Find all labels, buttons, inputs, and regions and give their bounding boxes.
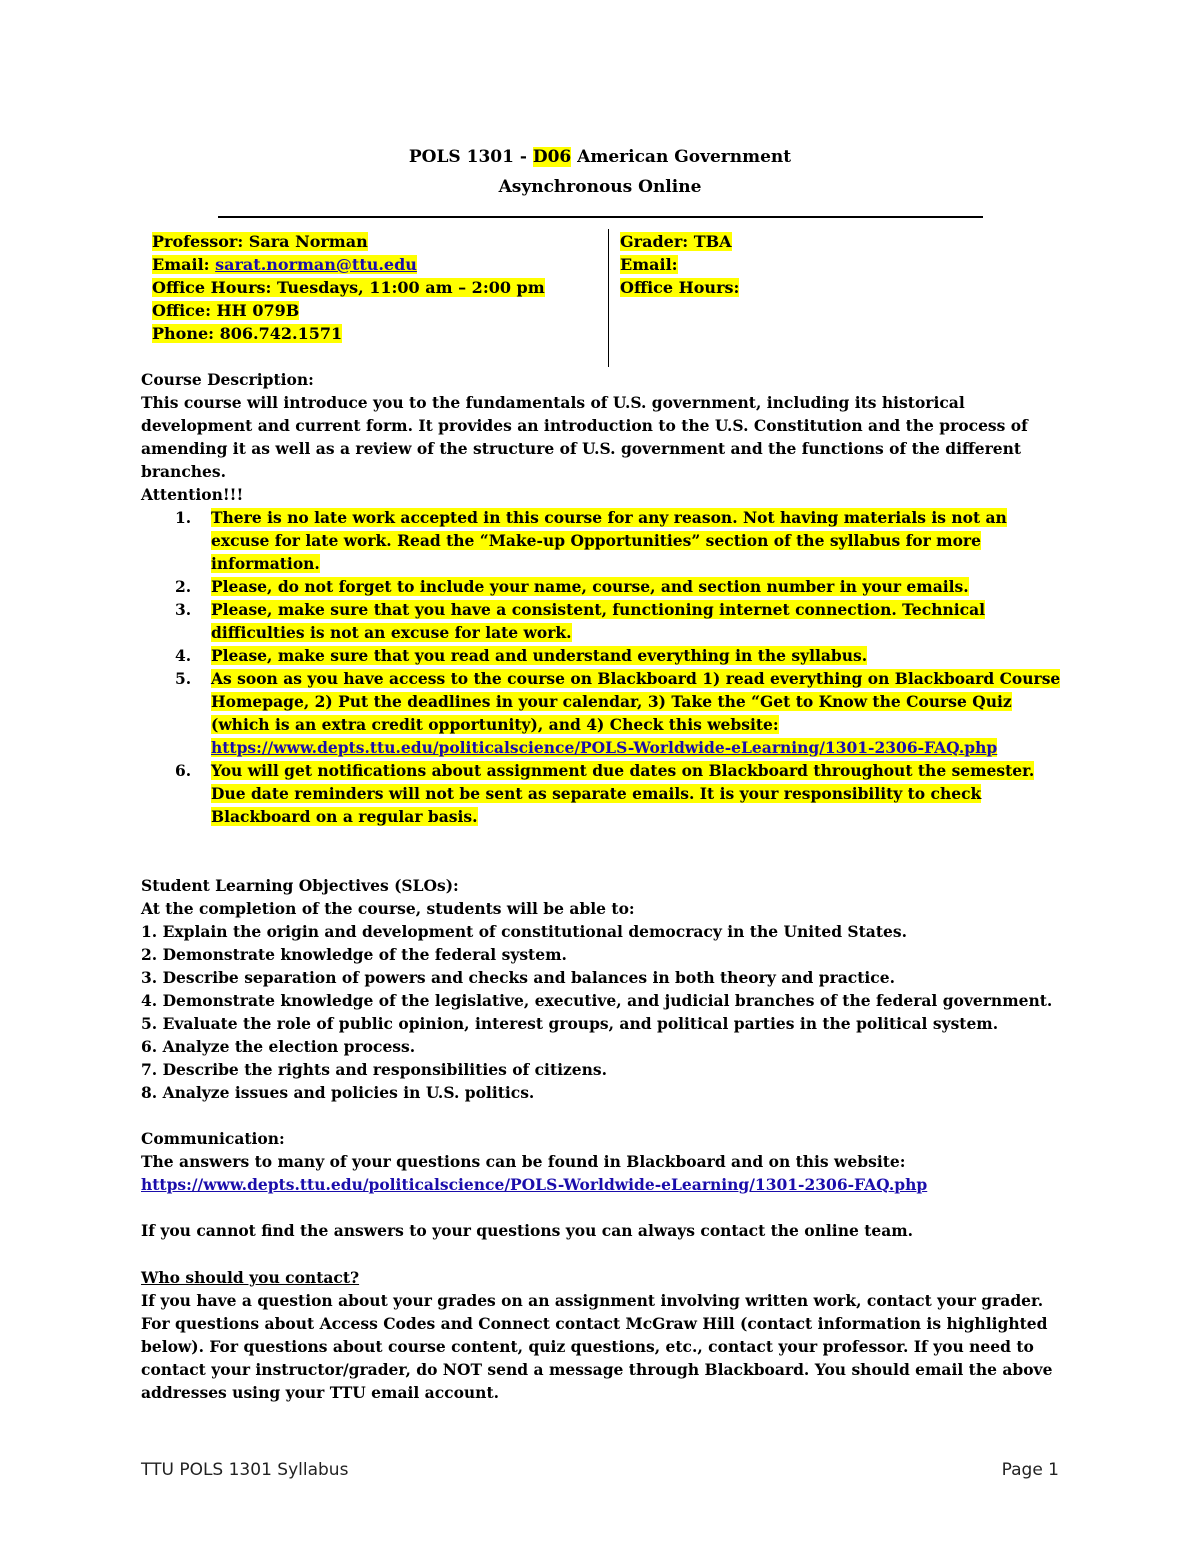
professor-info [152, 230, 545, 345]
professor-name: Professor: Sara Norman [152, 232, 368, 251]
attention-item [141, 598, 1061, 644]
attention-section [141, 483, 1061, 828]
attention-item [141, 667, 1061, 759]
communication-contact-team: If you cannot find the answers to your questions you can always contact the online team. [141, 1221, 914, 1240]
attention-item-number: 3. [175, 600, 192, 619]
attention-heading: Attention!!! [141, 485, 244, 504]
grader-office-hours: Office Hours: [620, 278, 740, 297]
attention-item [141, 575, 1061, 598]
title-divider [218, 216, 983, 218]
attention-item-text: Please, make sure that you have a consistent, functioning internet connection. Technical difficulties is not an excuse for late work. [211, 600, 986, 642]
professor-phone: Phone: 806.742.1571 [152, 324, 343, 343]
communication-heading: Communication: [141, 1129, 285, 1148]
professor-office: Office: HH 079B [152, 301, 300, 320]
attention-item-text: As soon as you have access to the course on Blackboard 1) read everything on Blackboard Course Homepage, 2) Put the deadlines in your calendar, 3) Take the “Get to Know the Course Quiz (which is an extra credit opportunity), and 4) Check this website: [211, 669, 1061, 734]
professor-email-link[interactable]: sarat.norman@ttu.edu [215, 255, 417, 274]
slo-item: 5. Evaluate the role of public opinion, interest groups, and political parties in the political system. [141, 1014, 999, 1033]
course-description-heading: Course Description: [141, 370, 314, 389]
slo-item: 1. Explain the origin and development of constitutional democracy in the United States. [141, 922, 907, 941]
professor-office-hours: Office Hours: Tuesdays, 11:00 am – 2:00 pm [152, 278, 545, 297]
grader-name: Grader: TBA [620, 232, 732, 251]
attention-item-number: 2. [175, 577, 192, 596]
attention-item-number: 4. [175, 646, 192, 665]
slo-item: 4. Demonstrate knowledge of the legislative, executive, and judicial branches of the federal government. [141, 991, 1053, 1010]
attention-item-text: There is no late work accepted in this course for any reason. Not having materials is not an excuse for late work. Read the “Make-up Opportunities” section of the syllabus for more information. [211, 508, 1007, 573]
contact-heading: Who should you contact? [141, 1268, 360, 1287]
column-divider [608, 229, 609, 367]
page-footer [141, 1460, 1059, 1484]
course-subtitle: Asynchronous Online [498, 177, 702, 197]
communication-text: The answers to many of your questions can be found in Blackboard and on this website: [141, 1152, 906, 1171]
attention-item [141, 759, 1061, 828]
slo-item: 6. Analyze the election process. [141, 1037, 416, 1056]
attention-item-number: 1. [175, 508, 192, 527]
attention-item-text: Please, do not forget to include your name, course, and section number in your emails. [211, 577, 969, 596]
footer-title: TTU POLS 1301 Syllabus [141, 1460, 349, 1480]
attention-item-text: Please, make sure that you read and understand everything in the syllabus. [211, 646, 868, 665]
grader-info [620, 230, 739, 299]
title-suffix: American Government [571, 147, 792, 167]
document-title [0, 142, 1200, 202]
communication-faq-link[interactable]: https://www.depts.ttu.edu/politicalscience/POLS-Worldwide-eLearning/1301-2306-FAQ.php [141, 1175, 928, 1194]
attention-list [141, 506, 1061, 828]
contact-text: If you have a question about your grades on an assignment involving written work, contact your grader. For questions about Access Codes and Connect contact McGraw Hill (contact information is highlighted below). For questions about course content, quiz questions, etc., contact your professor. If you need to contact your instructor/grader, do NOT send a message through Blackboard. You should email the above addresses using your TTU email account. [141, 1291, 1053, 1402]
slo-heading: Student Learning Objectives (SLOs): [141, 876, 459, 895]
attention-item-number: 5. [175, 669, 192, 688]
slo-item: 7. Describe the rights and responsibilities of citizens. [141, 1060, 608, 1079]
attention-item [141, 644, 1061, 667]
title-prefix: POLS 1301 - [408, 147, 533, 167]
slo-item: 8. Analyze issues and policies in U.S. politics. [141, 1083, 535, 1102]
professor-email-label: Email: [152, 255, 216, 274]
attention-item [141, 506, 1061, 575]
slo-item: 2. Demonstrate knowledge of the federal system. [141, 945, 567, 964]
attention-item-number: 6. [175, 761, 192, 780]
section-code: D06 [532, 147, 572, 167]
contact-section [141, 1266, 1061, 1404]
grader-email: Email: [620, 255, 678, 274]
slo-item: 3. Describe separation of powers and checks and balances in both theory and practice. [141, 968, 895, 987]
slo-section [141, 874, 1061, 1104]
course-description-text: This course will introduce you to the fundamentals of U.S. government, including its historical development and current form. It provides an introduction to the U.S. Constitution and the process of amending it as well as a review of the structure of U.S. government and the functions of the different branches. [141, 393, 1028, 481]
course-description-section [141, 368, 1061, 483]
page-number: Page 1 [1001, 1460, 1059, 1480]
communication-section [141, 1127, 1061, 1242]
attention-item-text: You will get notifications about assignment due dates on Blackboard throughout the semester. Due date reminders will not be sent as separate emails. It is your responsibility to check Blackboard on a regular basis. [211, 761, 1035, 826]
course-title-line [0, 142, 1200, 172]
faq-link[interactable]: https://www.depts.ttu.edu/politicalscience/POLS-Worldwide-eLearning/1301-2306-FAQ.php [211, 738, 998, 757]
slo-intro: At the completion of the course, students will be able to: [141, 899, 635, 918]
